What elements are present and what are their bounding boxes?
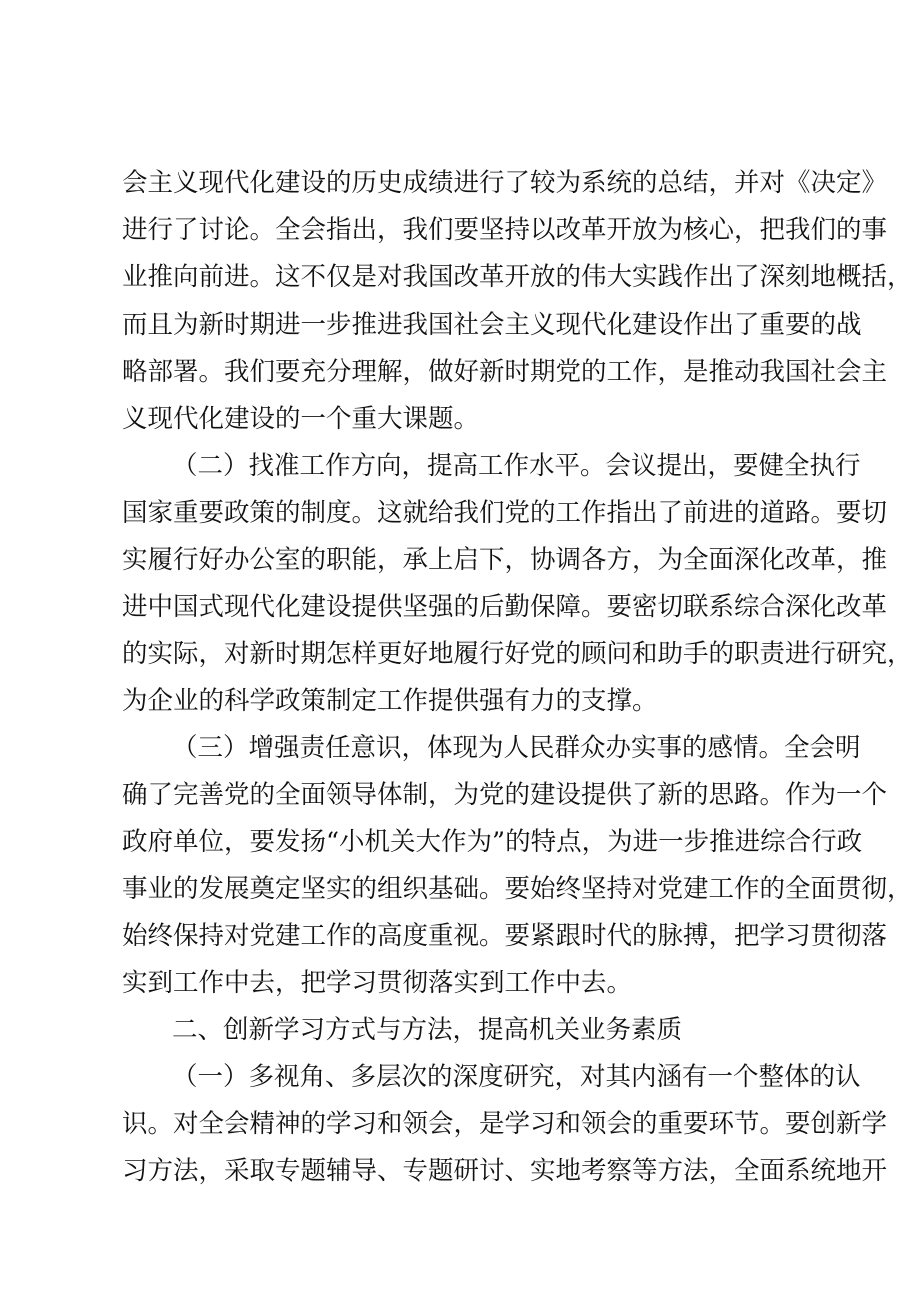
text-line: 习方法，采取专题辅导、专题研讨、实地考察等方法，全面系统地开 — [122, 1156, 888, 1186]
section-heading: 二、创新学习方式与方法，提高机关业务素质 — [172, 1015, 683, 1045]
text-line: 会主义现代化建设的历史成绩进行了较为系统的总结，并对《决定》 — [122, 168, 888, 198]
text-line: 进中国式现代化建设提供坚强的后勤保障。要密切联系综合深化改革 — [122, 592, 888, 622]
text-line: 的实际，对新时期怎样更好地履行好党的顾问和助手的职责进行研究， — [122, 639, 913, 669]
text-line: 义现代化建设的一个重大课题。 — [122, 404, 480, 434]
text-line: 确了完善党的全面领导体制，为党的建设提供了新的思路。作为一个 — [122, 780, 888, 810]
text-line: 识。对全会精神的学习和领会，是学习和领会的重要环节。要创新学 — [122, 1109, 888, 1139]
text-line: 为企业的科学政策制定工作提供强有力的支撑。 — [122, 686, 658, 716]
text-line: 实履行好办公室的职能，承上启下，协调各方，为全面深化改革，推 — [122, 545, 888, 575]
text-line: 政府单位，要发扬“小机关大作为”的特点，为进一步推进综合行政 — [122, 827, 863, 857]
text-line: 实到工作中去，把学习贯彻落实到工作中去。 — [122, 968, 633, 998]
text-line: 略部署。我们要充分理解，做好新时期党的工作，是推动我国社会主 — [122, 357, 888, 387]
text-line: 国家重要政策的制度。这就给我们党的工作指出了前进的道路。要切 — [122, 498, 888, 528]
text-line: 始终保持对党建工作的高度重视。要紧跟时代的脉搏，把学习贯彻落 — [122, 921, 888, 951]
text-line: 业推向前进。这不仅是对我国改革开放的伟大实践作出了深刻地概括， — [122, 262, 913, 292]
text-line: （三）增强责任意识，体现为人民群众办实事的感情。全会明 — [172, 733, 861, 763]
text-line: 而且为新时期进一步推进我国社会主义现代化建设作出了重要的战 — [122, 310, 862, 340]
text-line: 进行了讨论。全会指出，我们要坚持以改革开放为核心，把我们的事 — [122, 215, 888, 245]
text-line: 事业的发展奠定坚实的组织基础。要始终坚持对党建工作的全面贯彻， — [122, 874, 913, 904]
text-line: （二）找准工作方向，提高工作水平。会议提出，要健全执行 — [172, 451, 861, 481]
text-line: （一）多视角、多层次的深度研究，对其内涵有一个整体的认 — [172, 1062, 861, 1092]
